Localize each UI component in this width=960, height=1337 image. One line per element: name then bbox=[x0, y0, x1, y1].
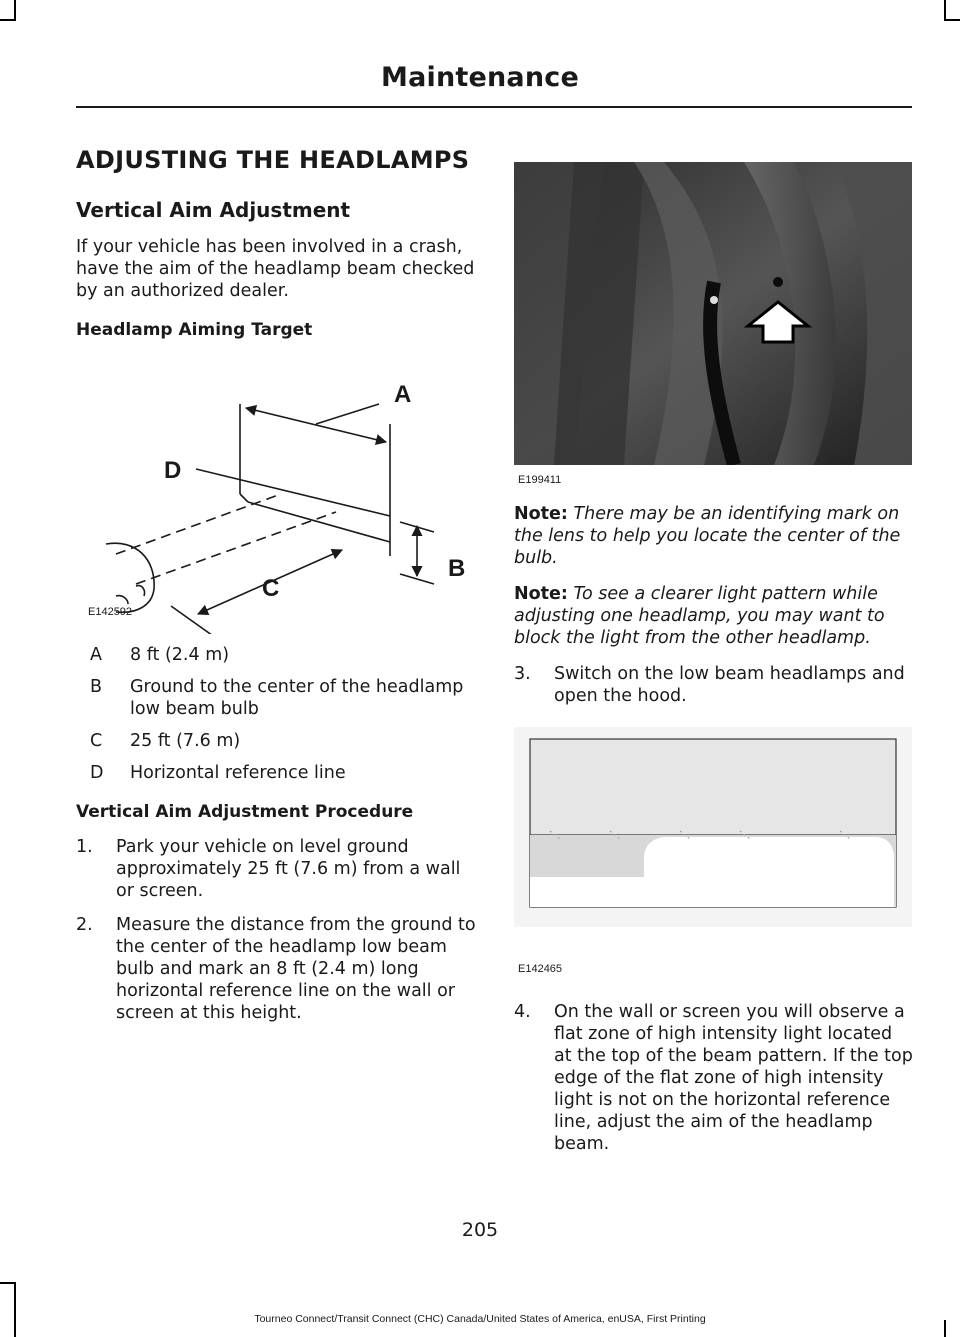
procedure-heading: Vertical Aim Adjustment Procedure bbox=[76, 802, 414, 822]
section-title: ADJUSTING THE HEADLAMPS bbox=[76, 146, 470, 174]
beam-pattern-figure bbox=[514, 727, 912, 987]
legend-row bbox=[76, 730, 476, 752]
figure3-code: E142465 bbox=[518, 963, 563, 975]
label-a: A bbox=[394, 381, 412, 408]
legend-key: A bbox=[90, 645, 102, 665]
step-item bbox=[76, 914, 476, 1024]
crop-mark-top-left-h bbox=[0, 19, 16, 21]
note-text: There may be an identifying mark on the lens to help you locate the center of the bulb. bbox=[514, 504, 901, 568]
aiming-target-figure bbox=[76, 344, 476, 634]
crop-mark-bottom-left-v bbox=[14, 1282, 16, 1337]
left-column bbox=[76, 146, 476, 1036]
page-header-title: Maintenance bbox=[381, 62, 579, 93]
legend-row bbox=[76, 676, 476, 720]
aiming-target-diagram bbox=[76, 344, 476, 634]
step-text: Switch on the low beam headlamps and open the hood. bbox=[554, 664, 905, 706]
figure-legend bbox=[76, 644, 476, 784]
step-item bbox=[76, 836, 476, 902]
legend-row bbox=[76, 644, 476, 666]
step-4-list bbox=[514, 1001, 914, 1155]
beam-pattern-diagram bbox=[514, 727, 912, 927]
label-c: C bbox=[262, 575, 280, 602]
step-item bbox=[514, 1001, 914, 1155]
legend-key: D bbox=[90, 763, 104, 783]
crop-mark-top-left-v bbox=[14, 0, 16, 20]
note-text: To see a clearer light pattern while adjusting one headlamp, you may want to block the light from the other headlamp. bbox=[514, 584, 885, 648]
crop-mark-top-right-v bbox=[944, 0, 946, 20]
crop-mark-bottom-left-h bbox=[0, 1282, 16, 1284]
step-number: 1. bbox=[76, 837, 93, 857]
crop-mark-top-right-h bbox=[944, 19, 960, 21]
procedure-steps bbox=[76, 836, 476, 1024]
label-d: D bbox=[164, 457, 182, 484]
header-rule bbox=[76, 106, 912, 108]
note-label: Note: bbox=[514, 504, 568, 524]
note-2 bbox=[514, 583, 914, 649]
figure1-code: E142592 bbox=[88, 606, 133, 618]
step-3-list bbox=[514, 663, 914, 707]
section-subtitle: Vertical Aim Adjustment bbox=[76, 198, 351, 222]
label-b: B bbox=[448, 555, 466, 582]
step-text: Measure the distance from the ground to the center of the headlamp low beam bulb and mark an 8 ft (2.4 m) long horizontal reference line on the wall or screen at this height. bbox=[116, 915, 476, 1023]
page-footer: Tourneo Connect/Transit Connect (CHC) Canada/United States of America, enUSA, First Printing bbox=[254, 1313, 706, 1325]
legend-value: Horizontal reference line bbox=[130, 763, 346, 783]
note-1 bbox=[514, 503, 914, 569]
step-text: On the wall or screen you will observe a flat zone of high intensity light located at the top of the beam pattern. If the top edge of the flat zone of high intensity light is not on the horizontal reference line, adjust the aim of the headlamp beam. bbox=[554, 1002, 913, 1154]
headlamp-photo bbox=[514, 162, 912, 465]
step-number: 3. bbox=[514, 664, 531, 684]
right-column bbox=[514, 162, 914, 1167]
legend-key: B bbox=[90, 677, 103, 697]
legend-key: C bbox=[90, 731, 103, 751]
step-item bbox=[514, 663, 914, 707]
figure2-code: E199411 bbox=[518, 474, 562, 486]
intro-paragraph: If your vehicle has been involved in a crash, have the aim of the headlamp beam checked by an authorized dealer. bbox=[76, 237, 475, 301]
page-number: 205 bbox=[461, 1219, 499, 1241]
legend-value: 8 ft (2.4 m) bbox=[130, 645, 230, 665]
legend-value: 25 ft (7.6 m) bbox=[130, 731, 241, 751]
step-text: Park your vehicle on level ground approximately 25 ft (7.6 m) from a wall or screen. bbox=[116, 837, 461, 901]
legend-value: Ground to the center of the headlamp low beam bulb bbox=[130, 677, 464, 719]
target-heading: Headlamp Aiming Target bbox=[76, 320, 313, 340]
step-number: 4. bbox=[514, 1002, 531, 1022]
legend-row bbox=[76, 762, 476, 784]
note-label: Note: bbox=[514, 584, 568, 604]
headlamp-photo-figure bbox=[514, 162, 912, 487]
step-number: 2. bbox=[76, 915, 93, 935]
